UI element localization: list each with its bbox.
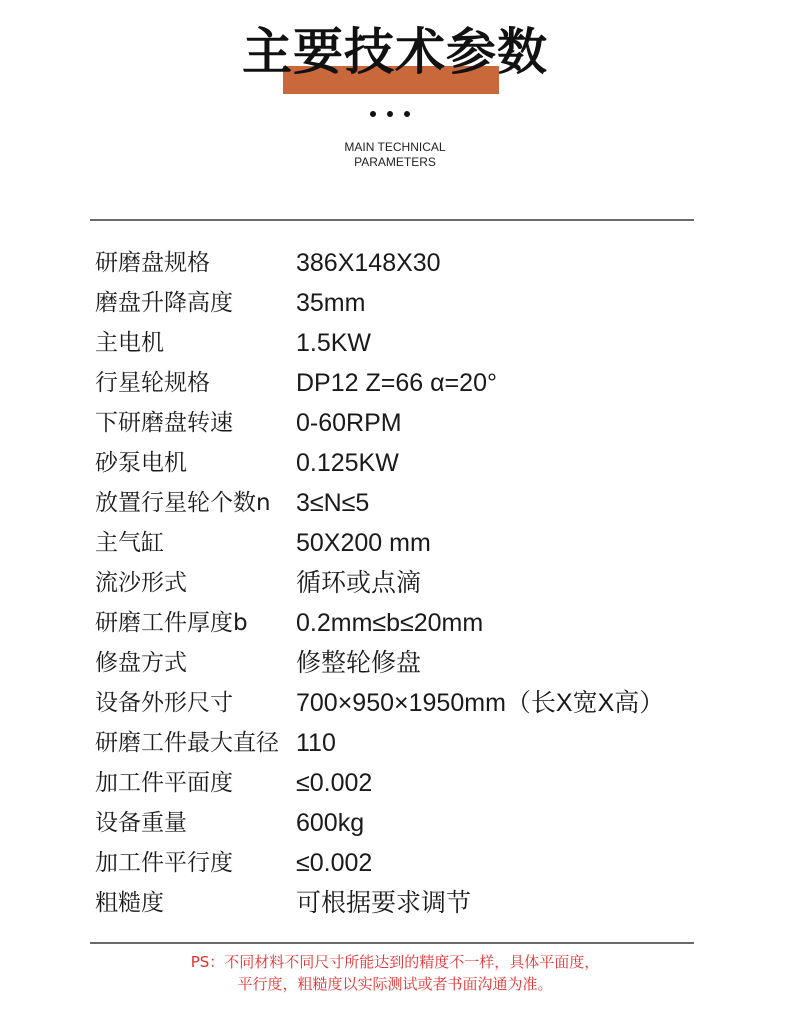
- ellipsis-dots-icon: [370, 111, 410, 119]
- note-line-1: PS：不同材料不同尺寸所能达到的精度不一样，具体平面度，: [190, 953, 600, 971]
- parameter-list: [95, 243, 715, 923]
- param-value: 0.125KW: [296, 449, 399, 477]
- param-row: [95, 563, 715, 603]
- param-row: [95, 403, 715, 443]
- note-line-2: 平行度，粗糙度以实际测试或者书面沟通为准。: [237, 975, 553, 993]
- param-value: 1.5KW: [296, 329, 372, 357]
- dot: [387, 111, 393, 117]
- page-title: 主要技术参数: [242, 23, 548, 81]
- param-row: [95, 323, 715, 363]
- param-label: 主气缸: [95, 530, 164, 556]
- param-row: [95, 803, 715, 843]
- param-label: 砂泵电机: [95, 450, 187, 476]
- param-label: 研磨工件厚度b: [95, 610, 248, 636]
- param-value: ≤0.002: [296, 849, 373, 877]
- top-divider: [90, 219, 694, 221]
- title-block: [0, 22, 790, 86]
- param-row: [95, 483, 715, 523]
- param-label: 设备重量: [95, 810, 187, 836]
- param-label: 设备外形尺寸: [95, 690, 233, 716]
- param-value: 50X200 mm: [296, 529, 431, 557]
- param-value: 可根据要求调节: [296, 889, 472, 917]
- param-value: 386X148X30: [296, 249, 441, 277]
- param-label: 放置行星轮个数n: [95, 490, 271, 516]
- subtitle-line-1: MAIN TECHNICAL: [344, 140, 446, 154]
- param-row: [95, 243, 715, 283]
- param-row: [95, 643, 715, 683]
- param-value: 0-60RPM: [296, 409, 402, 437]
- param-row: [95, 723, 715, 763]
- param-label: 研磨盘规格: [95, 250, 210, 276]
- page-subtitle: [0, 140, 790, 170]
- subtitle-line-2: PARAMETERS: [354, 155, 436, 169]
- param-row: [95, 683, 715, 723]
- param-label: 流沙形式: [95, 570, 187, 596]
- param-label: 粗糙度: [95, 890, 164, 916]
- param-row: [95, 763, 715, 803]
- param-label: 下研磨盘转速: [95, 410, 233, 436]
- param-label: 研磨工件最大直径: [95, 730, 279, 756]
- param-value: 修整轮修盘: [296, 649, 422, 677]
- param-value: 600kg: [296, 809, 365, 837]
- param-row: [95, 363, 715, 403]
- dot: [370, 111, 376, 117]
- param-label: 加工件平行度: [95, 850, 233, 876]
- disclaimer-note: [0, 951, 790, 995]
- param-label: 磨盘升降高度: [95, 290, 233, 316]
- param-row: [95, 523, 715, 563]
- dot: [404, 111, 410, 117]
- param-value: DP12 Z=66 α=20°: [296, 369, 497, 397]
- param-label: 主电机: [95, 330, 164, 356]
- param-label: 加工件平面度: [95, 770, 233, 796]
- bottom-divider: [90, 942, 694, 944]
- param-value: 0.2mm≤b≤20mm: [296, 609, 484, 637]
- param-label: 修盘方式: [95, 650, 187, 676]
- param-row: [95, 843, 715, 883]
- param-row: [95, 603, 715, 643]
- param-label: 行星轮规格: [95, 370, 210, 396]
- param-value: 700×950×1950mm（长X宽X高）: [296, 689, 665, 717]
- param-value: 110: [296, 729, 336, 757]
- param-value: 循环或点滴: [296, 569, 422, 597]
- param-row: [95, 883, 715, 923]
- param-value: 35mm: [296, 289, 366, 317]
- param-row: [95, 443, 715, 483]
- param-row: [95, 283, 715, 323]
- param-value: ≤0.002: [296, 769, 373, 797]
- param-value: 3≤N≤5: [296, 489, 370, 517]
